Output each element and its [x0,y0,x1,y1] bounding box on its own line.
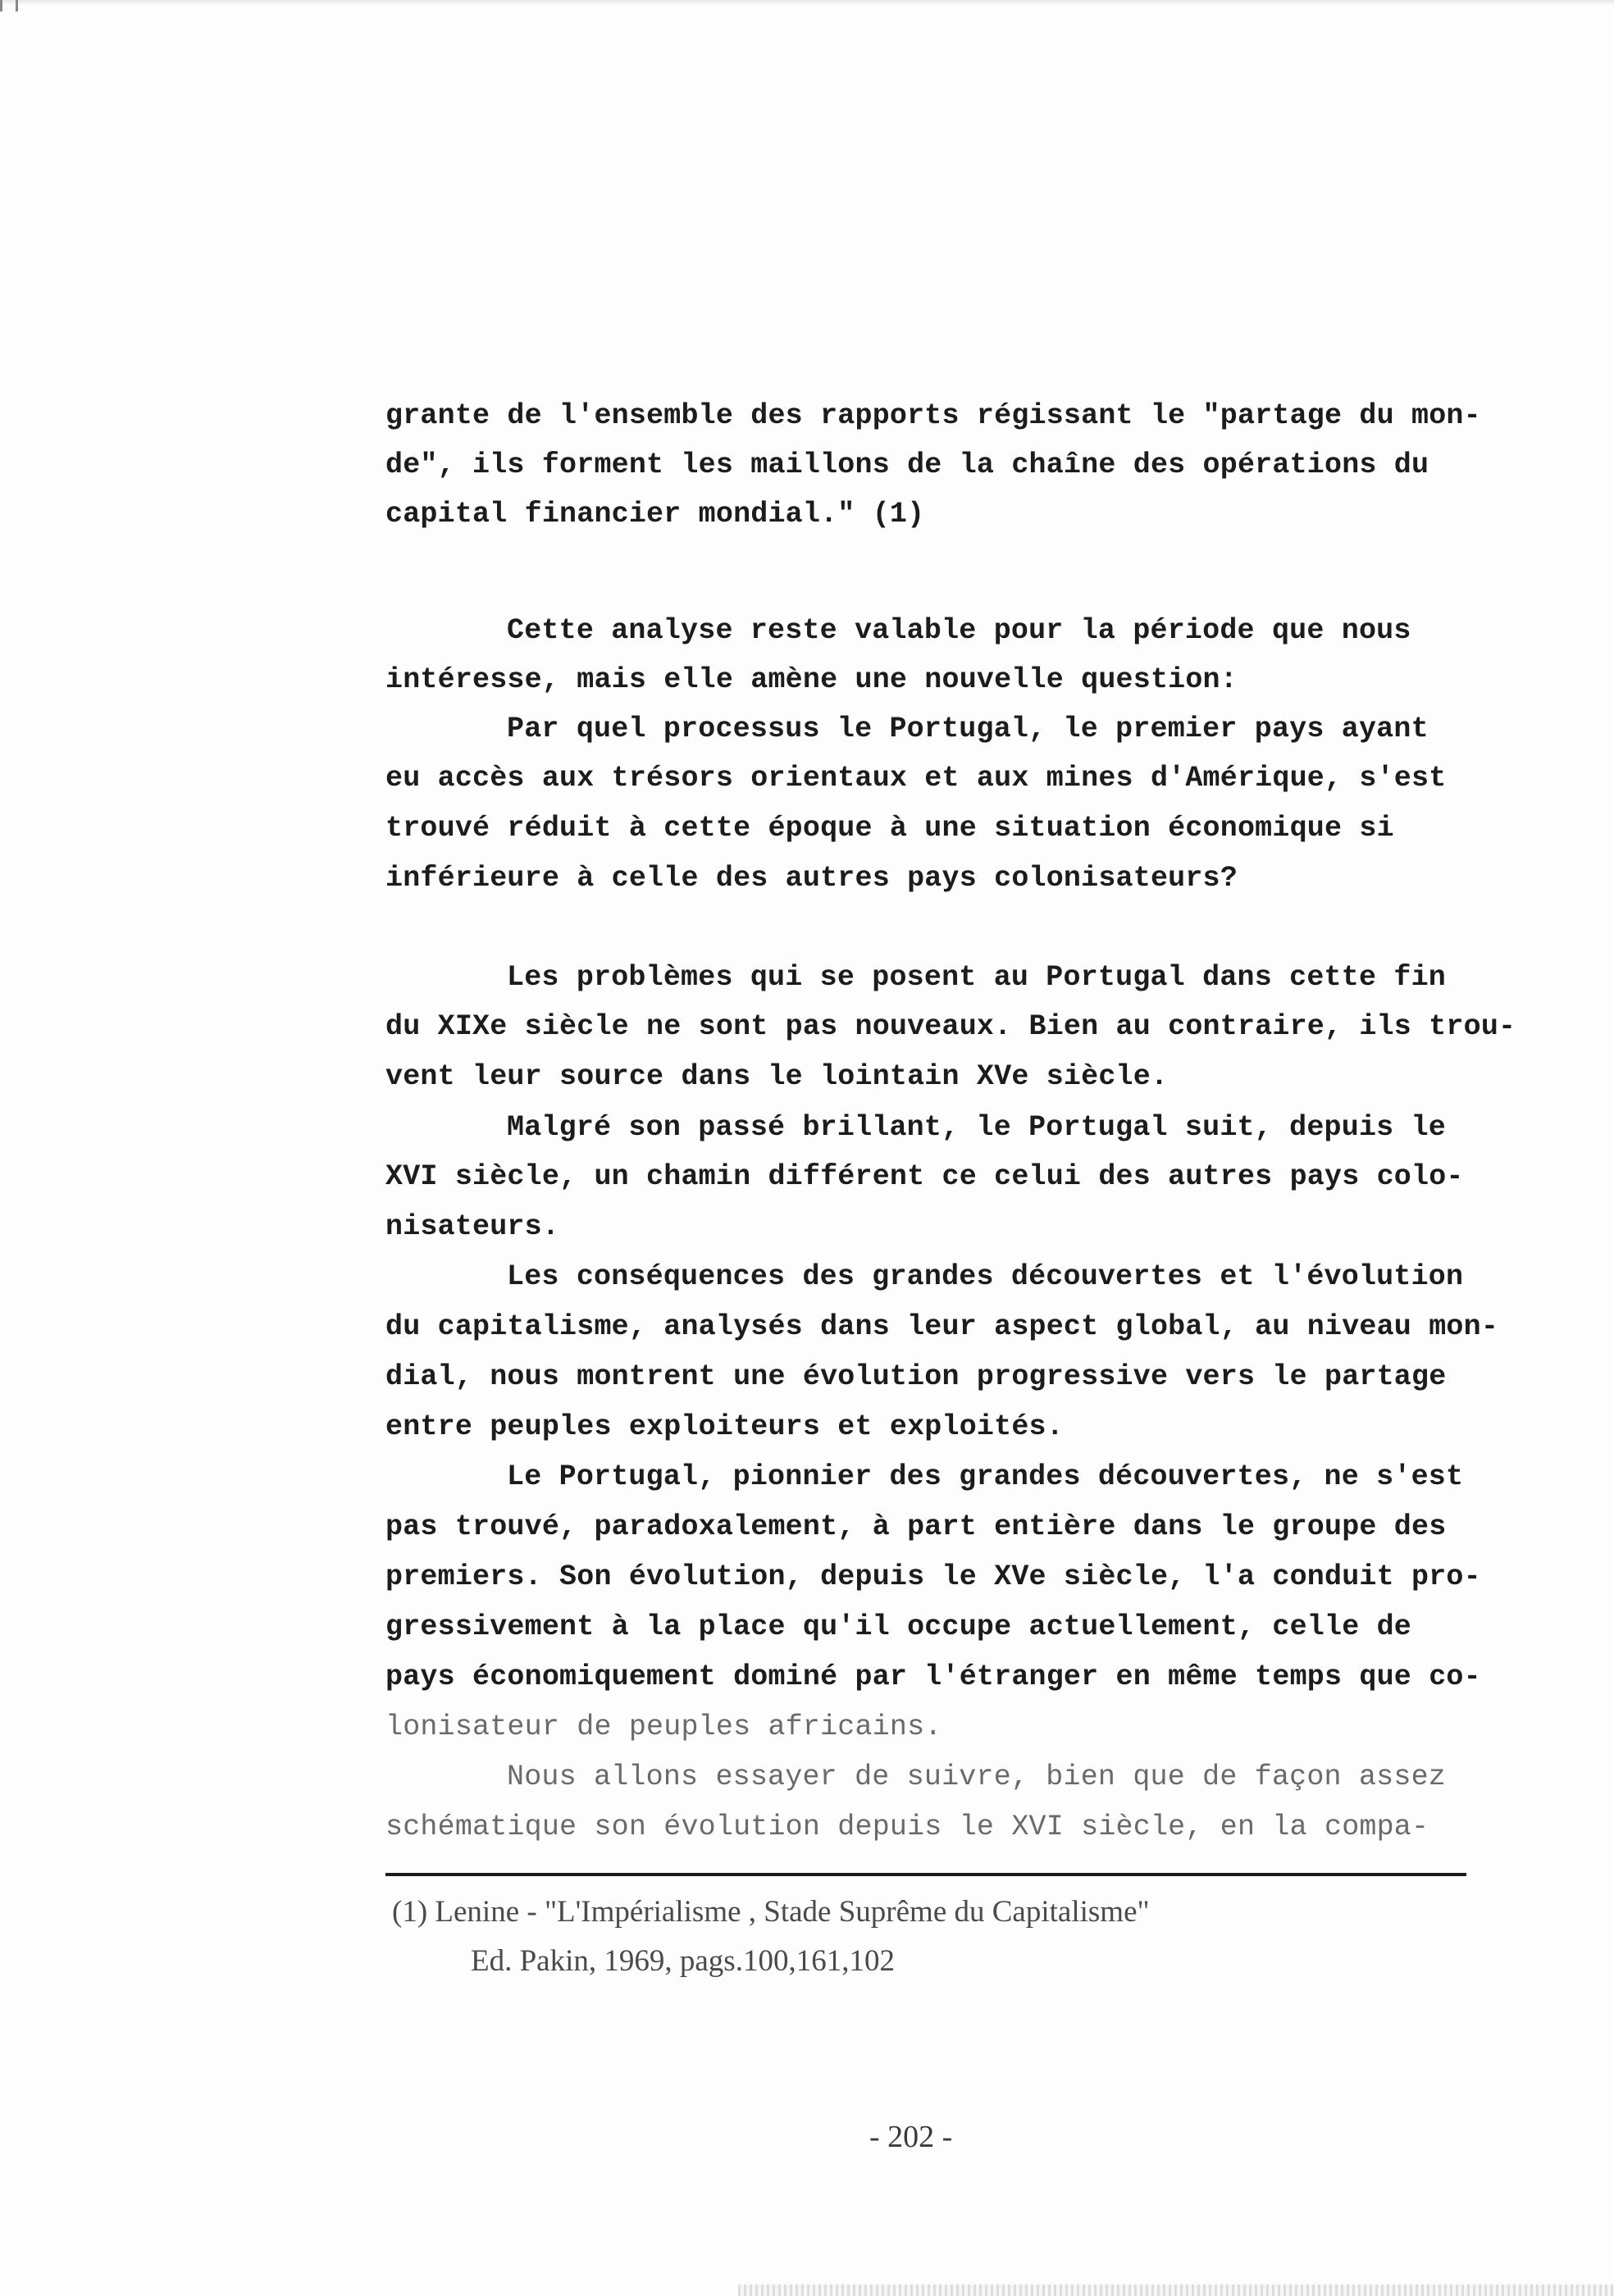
text-line: entre peuples exploiteurs et exploités. [385,1410,1064,1443]
text-line: trouvé réduit à cette époque à une situation économique si [385,812,1394,845]
text-line: Le Portugal, pionnier des grandes découvertes, ne s'est [507,1460,1464,1493]
text-line: nisateurs. [385,1210,560,1243]
scan-edge-top [0,0,1614,5]
text-line: schématique son évolution depuis le XVI siècle, en la compa- [385,1811,1429,1843]
footnote-line: Ed. Pakin, 1969, pags.100,161,102 [471,1944,895,1978]
text-line: grante de l'ensemble des rapports régissant le "partage du mon- [385,399,1481,432]
text-line: dial, nous montrent une évolution progressive vers le partage [385,1360,1447,1393]
text-line: lonisateur de peuples africains. [385,1711,942,1743]
text-line: pays économiquement dominé par l'étranger en même temps que co- [385,1660,1481,1693]
text-line: pas trouvé, paradoxalement, à part entière dans le groupe des [385,1510,1447,1543]
text-line: Malgré son passé brillant, le Portugal suit, depuis le [507,1111,1446,1144]
text-line: vent leur source dans le lointain XVe siècle. [385,1060,1169,1093]
scan-edge-bottom [738,2285,1614,2296]
text-line: du XIXe siècle ne sont pas nouveaux. Bien au contraire, ils trou- [385,1010,1516,1043]
page-number: - 202 - [869,2120,953,2154]
text-line: XVI siècle, un chamin différent ce celui des autres pays colo- [385,1160,1464,1193]
text-line: Nous allons essayer de suivre, bien que de façon assez [507,1761,1446,1793]
footnote-divider [385,1873,1466,1876]
text-line: capital financier mondial." (1) [385,498,925,531]
scan-mark [0,0,18,11]
text-line: Par quel processus le Portugal, le premier pays ayant [507,713,1429,745]
text-line: inférieure à celle des autres pays colonisateurs? [385,862,1238,895]
text-line: Les conséquences des grandes découvertes et l'évolution [507,1260,1464,1293]
text-line: gressivement à la place qu'il occupe actuellement, celle de [385,1610,1412,1643]
text-line: Cette analyse reste valable pour la période que nous [507,614,1411,647]
text-line: Les problèmes qui se posent au Portugal dans cette fin [507,961,1446,994]
footnote-line: (1) Lenine - "L'Impérialisme , Stade Suprême du Capitalisme" [392,1895,1150,1929]
text-line: intéresse, mais elle amène une nouvelle question: [385,663,1238,696]
text-line: eu accès aux trésors orientaux et aux mines d'Amérique, s'est [385,762,1447,795]
text-line: du capitalisme, analysés dans leur aspect global, au niveau mon- [385,1310,1499,1343]
text-line: premiers. Son évolution, depuis le XVe siècle, l'a conduit pro- [385,1560,1481,1593]
text-line: de", ils forment les maillons de la chaîne des opérations du [385,449,1429,481]
